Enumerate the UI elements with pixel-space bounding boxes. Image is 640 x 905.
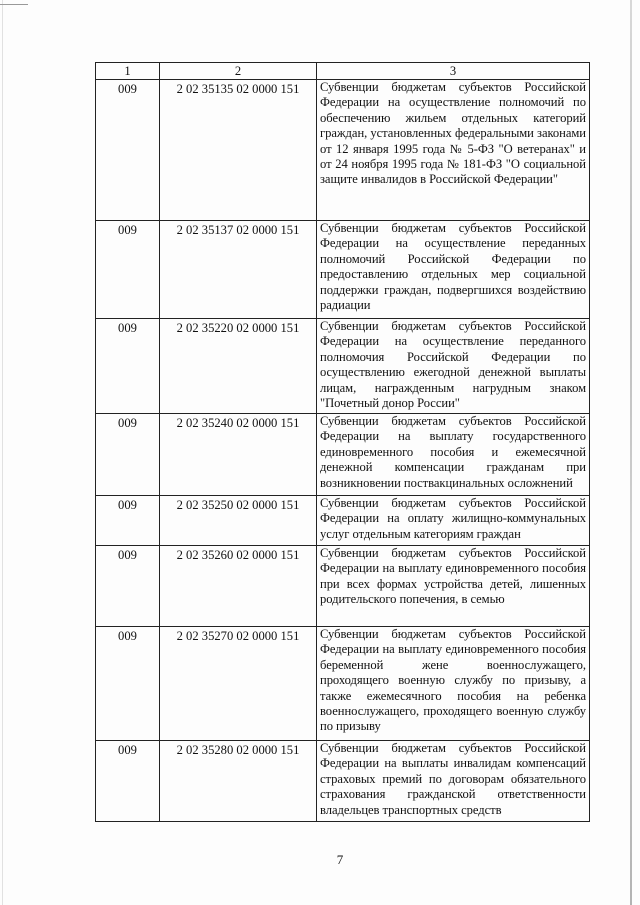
scan-edge-right: [630, 0, 632, 905]
description-cell: Субвенции бюджетам субъектов Российской Федерации на выплаты инвалидам компенсаций страховых премий по договорам обязательного страхования гражданской ответственности владельцев транспортных средств: [317, 741, 590, 822]
budget-code-cell: 2 02 35240 02 0000 151: [160, 414, 317, 496]
admin-code-cell: 009: [96, 414, 160, 496]
description-cell: Субвенции бюджетам субъектов Российской Федерации на осуществление переданных полномочий Российской Федерации по предоставлению отдельных мер социальной поддержки граждан, подвергшихся воздействию радиации: [317, 221, 590, 319]
column-header: 2: [160, 63, 317, 80]
page-number: 7: [336, 852, 344, 867]
scan-mark: [0, 4, 28, 5]
description-cell: Субвенции бюджетам субъектов Российской Федерации на выплату единовременного пособия беременной жене военнослужащего, проходящего военную службу по призыву, а также ежемесячного пособия на ребенка военнослужащего, проходящего военную службу по призыву: [317, 627, 590, 741]
budget-code-cell: 2 02 35250 02 0000 151: [160, 496, 317, 546]
budget-code-cell: 2 02 35270 02 0000 151: [160, 627, 317, 741]
budget-code-cell: 2 02 35137 02 0000 151: [160, 221, 317, 319]
table-row: [96, 627, 590, 741]
table-row: [96, 546, 590, 627]
admin-code-cell: 009: [96, 319, 160, 414]
table-row: [96, 80, 590, 221]
budget-code-cell: 2 02 35260 02 0000 151: [160, 546, 317, 627]
budget-code-cell: 2 02 35220 02 0000 151: [160, 319, 317, 414]
table-row: [96, 319, 590, 414]
table-header-row: [96, 63, 590, 80]
budget-code-cell: 2 02 35280 02 0000 151: [160, 741, 317, 822]
table-row: [96, 414, 590, 496]
scan-edge-left: [2, 0, 3, 905]
table-row: [96, 741, 590, 822]
budget-codes-table: [95, 62, 590, 822]
description-cell: Субвенции бюджетам субъектов Российской Федерации на осуществление переданного полномочия Российской Федерации по осуществлению ежегодной денежной выплаты лицам, награжденным нагрудным знаком "Почетный донор России": [317, 319, 590, 414]
table-row: [96, 221, 590, 319]
description-cell: Субвенции бюджетам субъектов Российской Федерации на выплату единовременного пособия при всех формах устройства детей, лишенных родительского попечения, в семью: [317, 546, 590, 627]
description-cell: Субвенции бюджетам субъектов Российской Федерации на осуществление полномочий по обеспечению жильем отдельных категорий граждан, установленных федеральными законами от 12 января 1995 года № 5-ФЗ "О ветеранах" и от 24 ноября 1995 года № 181-ФЗ "О социальной защите инвалидов в Российской Федерации": [317, 80, 590, 221]
column-header: 3: [317, 63, 590, 80]
budget-code-cell: 2 02 35135 02 0000 151: [160, 80, 317, 221]
admin-code-cell: 009: [96, 627, 160, 741]
description-cell: Субвенции бюджетам субъектов Российской Федерации на выплату государственного единовременного пособия и ежемесячной денежной компенсации гражданам при возникновении поствакцинальных осложнений: [317, 414, 590, 496]
column-header: 1: [96, 63, 160, 80]
admin-code-cell: 009: [96, 221, 160, 319]
admin-code-cell: 009: [96, 741, 160, 822]
admin-code-cell: 009: [96, 496, 160, 546]
table-row: [96, 496, 590, 546]
admin-code-cell: 009: [96, 546, 160, 627]
admin-code-cell: 009: [96, 80, 160, 221]
description-cell: Субвенции бюджетам субъектов Российской Федерации на оплату жилищно-коммунальных услуг отдельным категориям граждан: [317, 496, 590, 546]
